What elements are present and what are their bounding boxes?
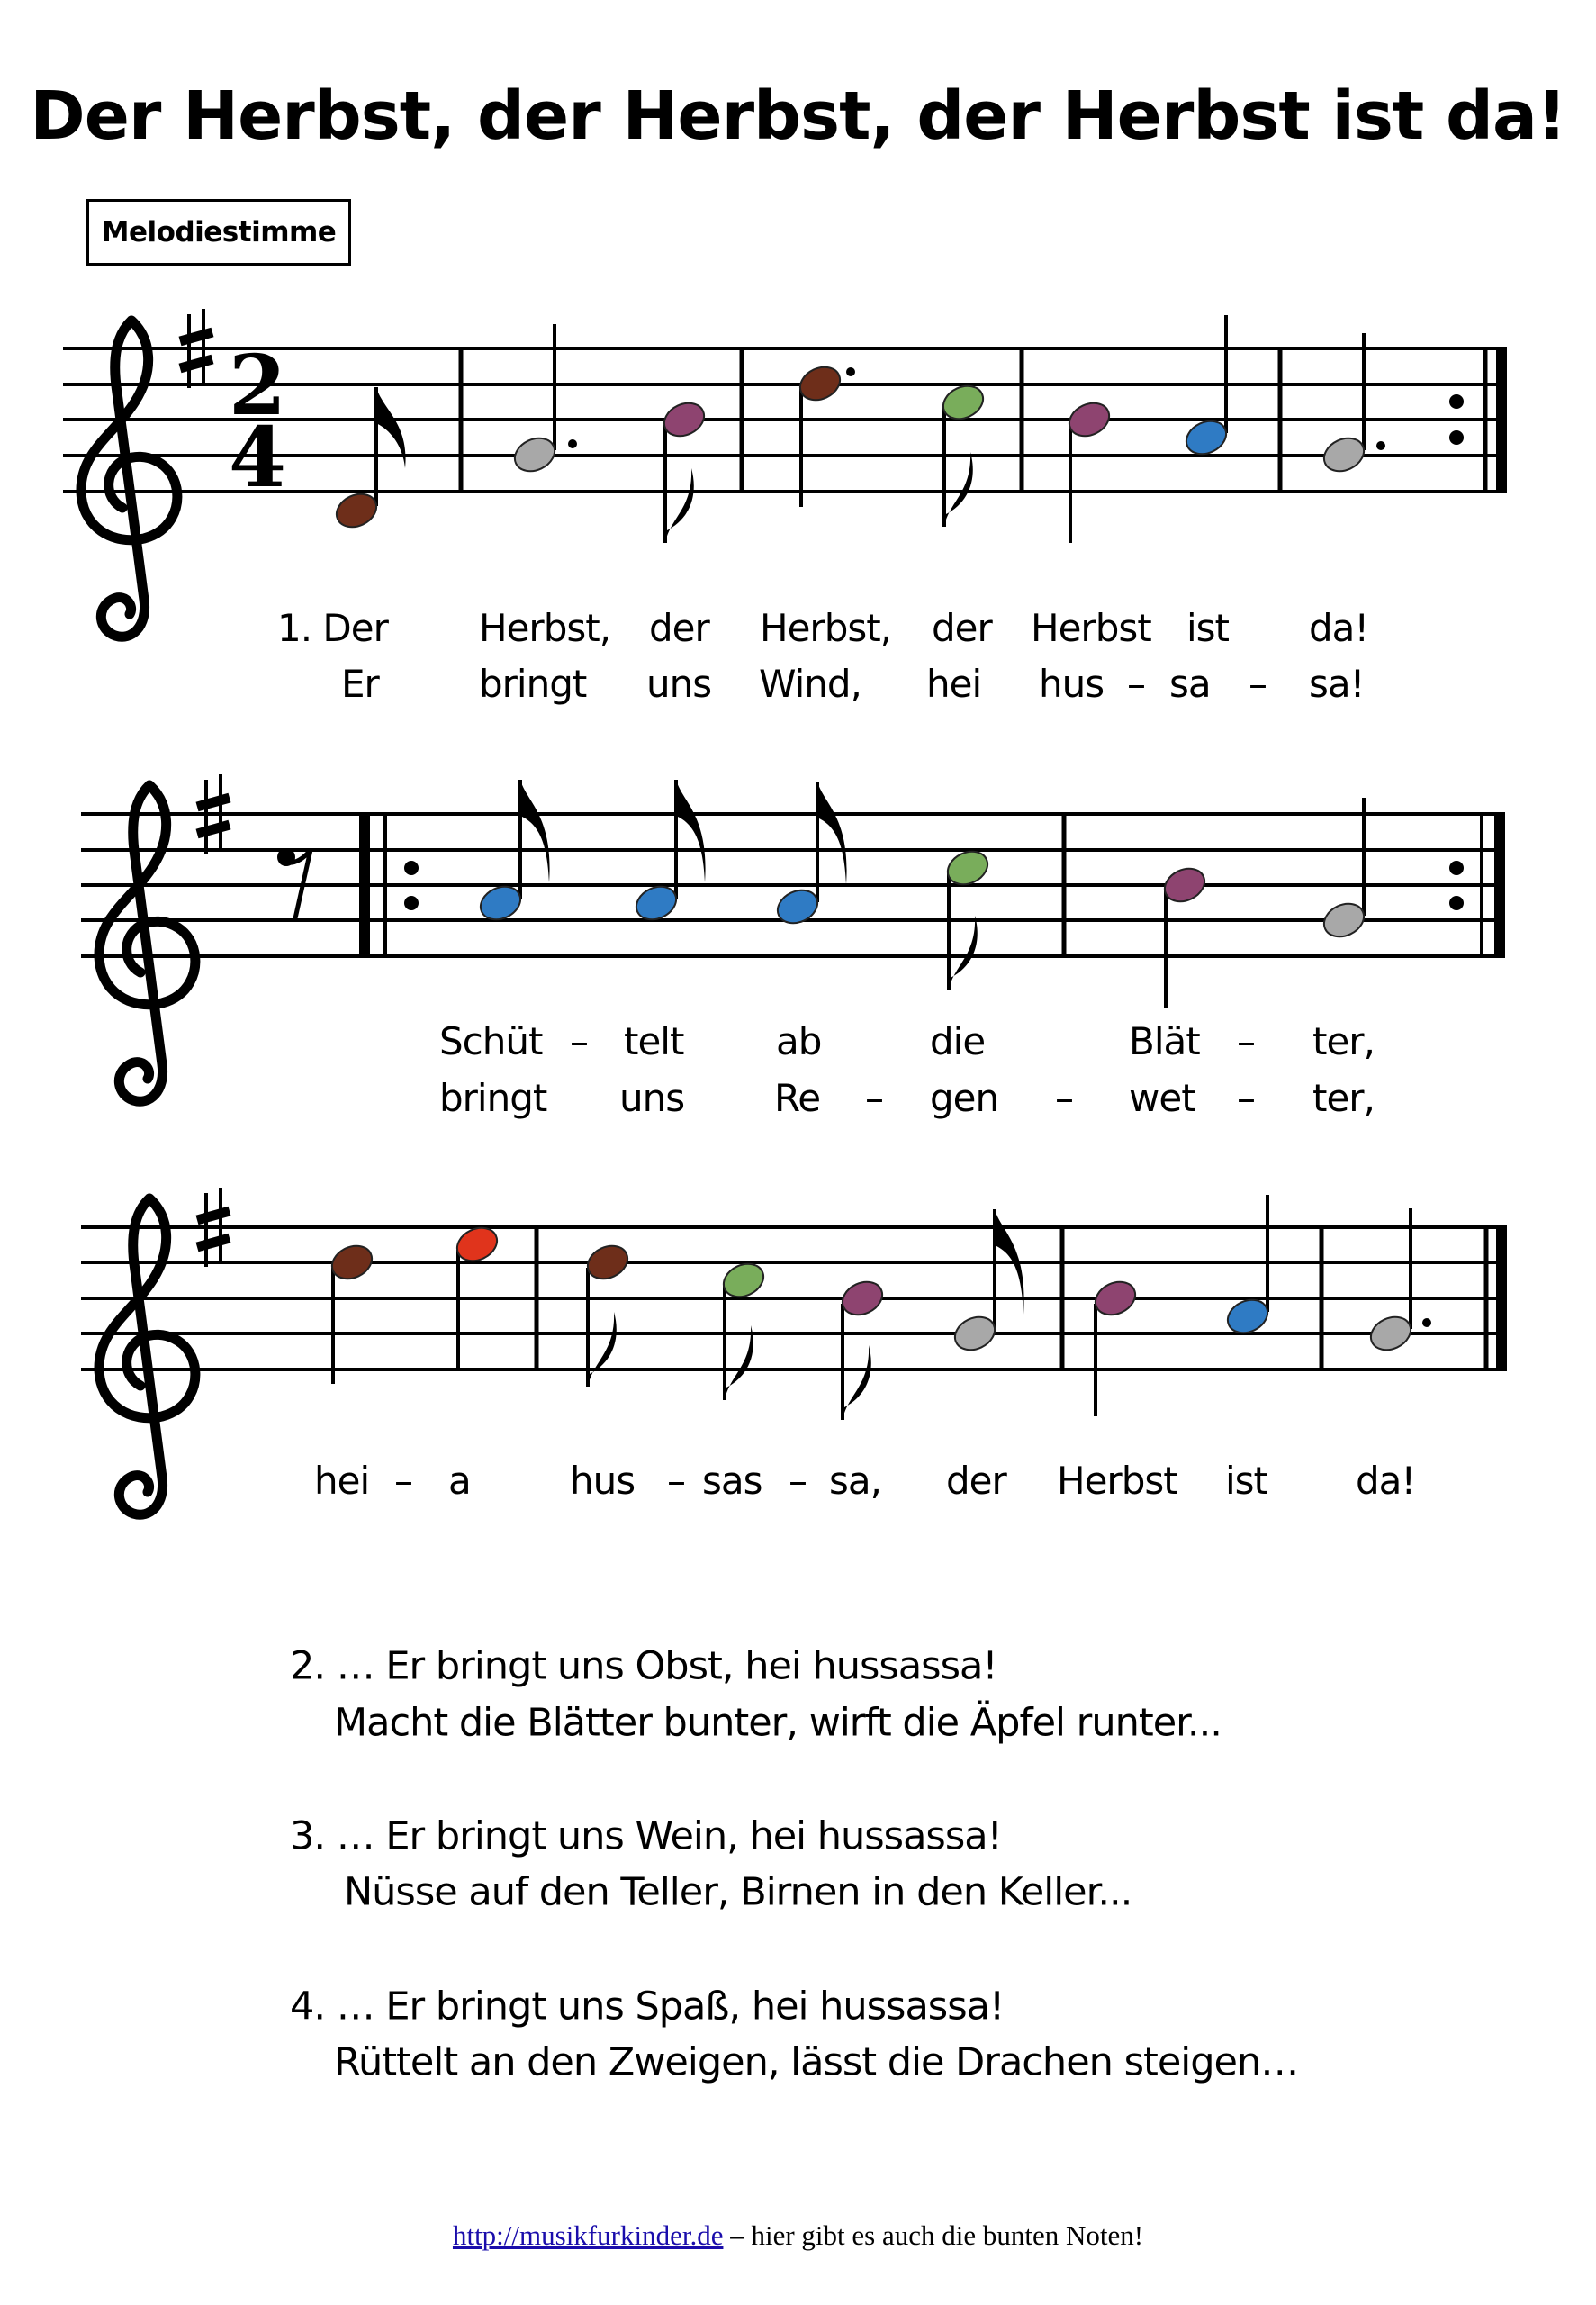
lyric-syllable: hus: [570, 1459, 636, 1503]
note-d4-eighth: [331, 387, 406, 533]
lyric-syllable: Herbst: [1057, 1459, 1177, 1503]
verse-4-line-2: Rüttelt an den Zweigen, lässt die Drachen steigen…: [334, 2039, 1299, 2085]
website-link[interactable]: http://musikfurkinder.de: [452, 2219, 724, 2251]
lyric-syllable: Herbst,: [479, 606, 611, 650]
note-a4-eighth: [772, 782, 847, 929]
lyric-syllable: die: [930, 1019, 986, 1063]
lyric-syllable: da!: [1309, 606, 1369, 650]
lyric-hyphen: –: [865, 1076, 883, 1120]
lyric-syllable: der: [649, 606, 709, 650]
note-a4-eighth: [475, 780, 550, 926]
voice-label: Melodiestimme: [101, 216, 337, 249]
lyric-syllable: Wind,: [759, 662, 861, 706]
note-g4-quarter: [1319, 798, 1369, 943]
lyric-hyphen: –: [667, 1459, 685, 1503]
note-a4-quarter: [1222, 1195, 1273, 1339]
song-title: Der Herbst, der Herbst, der Herbst ist da!: [30, 77, 1566, 155]
note-b4-eighth: [837, 1276, 888, 1420]
note-e5-quarter: [452, 1222, 502, 1369]
footer-text: – hier gibt es auch die bunten Noten!: [723, 2219, 1144, 2251]
note-b4-quarter: [1090, 1276, 1141, 1416]
lyric-syllable: Schüt: [439, 1019, 543, 1063]
footer: [0, 2219, 1596, 2252]
treble-clef-icon: [81, 321, 177, 637]
lyric-syllable: ter,: [1312, 1076, 1375, 1120]
note-d5-eighth: [582, 1240, 633, 1387]
lyric-hyphen: –: [1237, 1076, 1255, 1120]
staff-1: [63, 309, 1507, 637]
lyric-syllable: hus: [1039, 662, 1105, 706]
verse-2-line-1: 2. … Er bringt uns Obst, hei hussassa!: [290, 1643, 997, 1689]
lyric-hyphen: –: [570, 1019, 588, 1063]
verse-3-line-1: 3. … Er bringt uns Wein, hei hussassa!: [290, 1813, 1002, 1859]
note-d5-quarter: [327, 1240, 377, 1384]
lyric-syllable: Re: [774, 1076, 821, 1120]
verse-4-line-1: 4. … Er bringt uns Spaß, hei hussassa!: [290, 1984, 1005, 2029]
svg-text:2: 2: [228, 337, 287, 434]
lyric-syllable: der: [946, 1459, 1006, 1503]
verse-3-line-2: Nüsse auf den Teller, Birnen in den Keller...: [344, 1869, 1132, 1915]
lyric-syllable: sa,: [829, 1459, 881, 1503]
lyric-syllable: da!: [1356, 1459, 1416, 1503]
treble-clef-icon: [99, 1198, 195, 1514]
lyric-syllable: ab: [776, 1019, 822, 1063]
note-a4-eighth: [631, 780, 706, 926]
lyric-hyphen: –: [1127, 662, 1145, 706]
repeat-dot: [1449, 394, 1464, 409]
repeat-dot: [1449, 430, 1464, 445]
lyric-syllable: wet: [1129, 1076, 1195, 1120]
final-barline: [1496, 347, 1507, 493]
lyric-syllable: Er: [341, 662, 379, 706]
final-barline: [1494, 812, 1505, 958]
lyric-syllable: ist: [1186, 606, 1230, 650]
svg-text:4: 4: [228, 409, 287, 506]
lyric-syllable: Herbst,: [760, 606, 892, 650]
note-b4-quarter: [1159, 863, 1210, 1008]
note-b4-quarter: [1064, 397, 1114, 543]
lyric-syllable: a: [448, 1459, 471, 1503]
lyric-syllable: gen: [930, 1076, 999, 1120]
note-c5-eighth: [718, 1258, 769, 1400]
lyric-syllable: sa: [1169, 662, 1211, 706]
lyric-hyphen: –: [789, 1459, 807, 1503]
note-a4-quarter: [1181, 315, 1231, 460]
lyric-hyphen: –: [1237, 1019, 1255, 1063]
lyric-syllable: bringt: [439, 1076, 547, 1120]
lyric-syllable: sas: [702, 1459, 762, 1503]
lyric-hyphen: –: [394, 1459, 412, 1503]
start-repeat-barline: [359, 812, 370, 958]
treble-clef-icon: [99, 785, 195, 1101]
lyric-syllable: sa!: [1309, 662, 1365, 706]
lyric-syllable: Blät: [1129, 1019, 1200, 1063]
lyric-hyphen: –: [1055, 1076, 1073, 1120]
lyric-syllable: hei: [926, 662, 982, 706]
lyric-syllable: ist: [1225, 1459, 1268, 1503]
lyric-syllable: hei: [314, 1459, 370, 1503]
lyric-syllable: uns: [619, 1076, 685, 1120]
note-b4-eighth: [659, 397, 709, 543]
note-c5-eighth: [938, 380, 988, 527]
lyric-syllable: ter,: [1312, 1019, 1375, 1063]
note-c5-eighth: [942, 845, 993, 990]
verse-2-line-2: Macht die Blätter bunter, wirft die Äpfel runter...: [334, 1700, 1222, 1746]
final-barline: [1496, 1225, 1507, 1371]
lyric-syllable: bringt: [479, 662, 587, 706]
lyric-syllable: der: [932, 606, 992, 650]
lyric-syllable: telt: [624, 1019, 684, 1063]
lyric-syllable: uns: [646, 662, 712, 706]
lyric-syllable: 1. Der: [277, 606, 388, 650]
lyric-hyphen: –: [1249, 662, 1267, 706]
time-signature: [229, 337, 286, 506]
lyric-syllable: Herbst: [1031, 606, 1151, 650]
